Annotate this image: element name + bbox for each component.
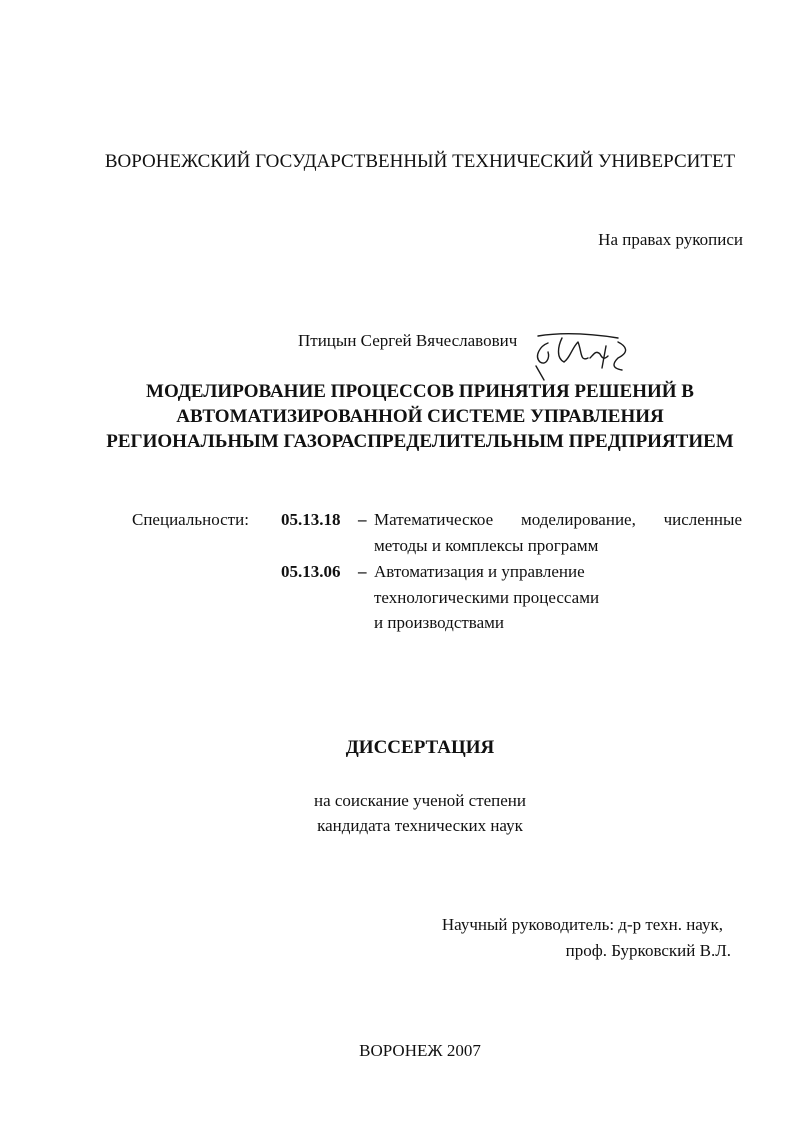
dissertation-title xyxy=(0,379,793,454)
author-name: Птицын Сергей Вячеславович xyxy=(298,331,518,350)
specialty-code: 05.13.18 xyxy=(281,510,341,529)
document-type: ДИССЕРТАЦИЯ xyxy=(345,737,495,758)
degree-line: на соискание ученой степени xyxy=(313,791,527,810)
specialty-dash: – xyxy=(358,510,367,529)
rights-note: На правах рукописи xyxy=(598,230,743,249)
university-name: ВОРОНЕЖСКИЙ ГОСУДАРСТВЕННЫЙ ТЕХНИЧЕСКИЙ УНИВЕРСИТЕТ xyxy=(104,151,736,172)
specialty-code: 05.13.06 xyxy=(281,562,341,581)
city-year: ВОРОНЕЖ 2007 xyxy=(359,1041,481,1060)
title-line: МОДЕЛИРОВАНИЕ ПРОЦЕССОВ ПРИНЯТИЯ РЕШЕНИЙ В xyxy=(146,381,694,402)
degree-line: кандидата технических наук xyxy=(317,816,523,835)
specialty-description-line: и производствами xyxy=(374,613,505,632)
specialties-label: Специальности: xyxy=(132,510,249,529)
advisor-line: проф. Бурковский В.Л. xyxy=(565,941,731,960)
advisor-line: Научный руководитель: д-р техн. наук, xyxy=(441,915,723,934)
specialty-description-line: методы и комплексы программ xyxy=(374,536,599,555)
specialty-description-line: Автоматизация и управление xyxy=(374,562,585,581)
title-line: РЕГИОНАЛЬНЫМ ГАЗОРАСПРЕДЕЛИТЕЛЬНЫМ ПРЕДПРИЯТИЕМ xyxy=(106,431,734,452)
specialty-description-line: Математическое моделирование, численные xyxy=(374,510,742,529)
specialty-description-line: технологическими процессами xyxy=(374,588,600,607)
specialty-dash: – xyxy=(358,562,367,581)
title-line: АВТОМАТИЗИРОВАННОЙ СИСТЕМЕ УПРАВЛЕНИЯ xyxy=(176,406,664,427)
